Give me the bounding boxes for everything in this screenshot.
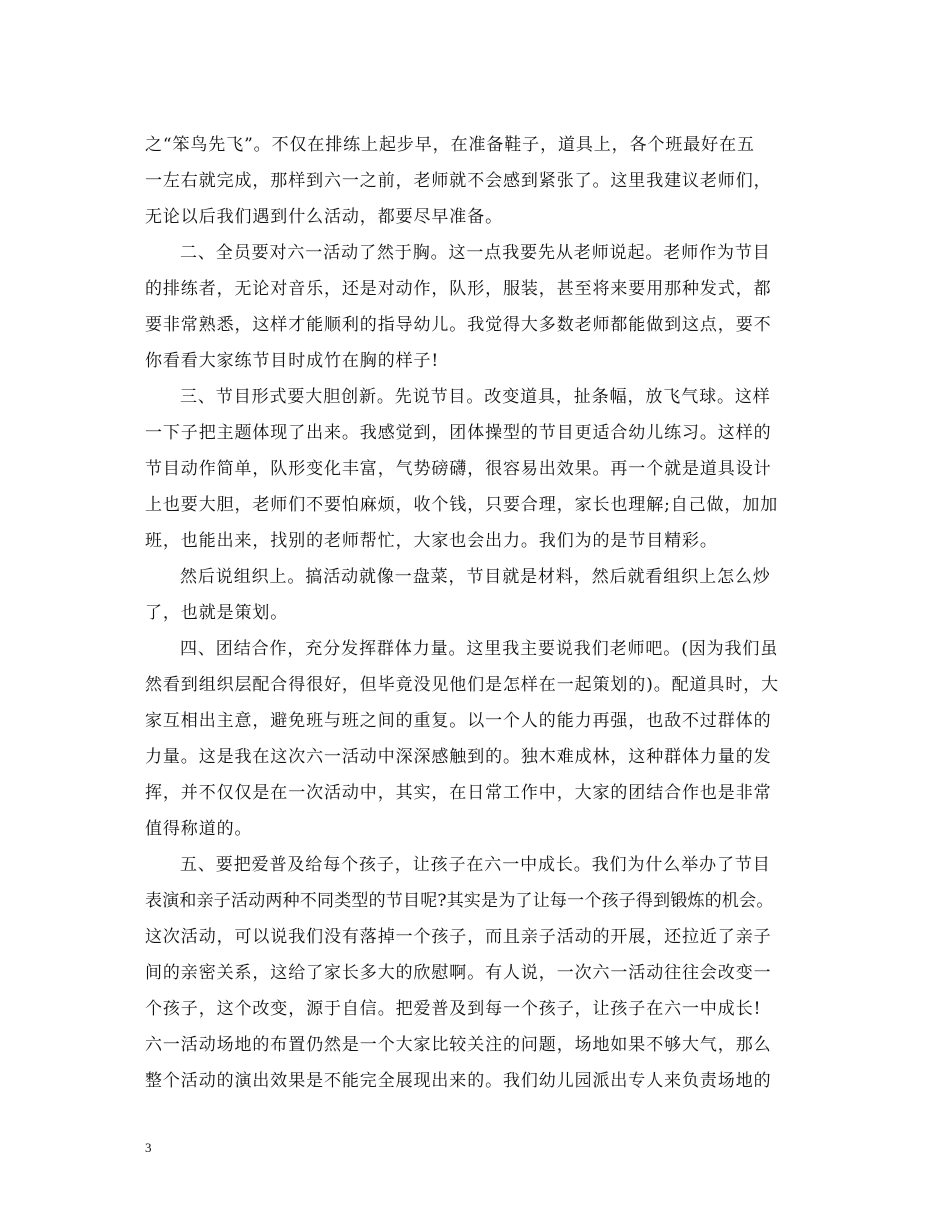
text-line: 然看到组织层配合得很好，但毕竟没见他们是怎样在一起策划的)。配道具时，大 bbox=[145, 675, 780, 695]
text-line: 表演和亲子活动两种不同类型的节目呢?其实是为了让每一个孩子得到锻炼的机会。 bbox=[145, 891, 774, 911]
paragraph-start-line: 二、全员要对六一活动了然于胸。这一点我要先从老师说起。老师作为节目 bbox=[180, 243, 771, 263]
text-line: 挥，并不仅仅是在一次活动中，其实，在日常工作中，大家的团结合作也是非常 bbox=[145, 783, 772, 803]
text-line: 整个活动的演出效果是不能完全展现出来的。我们幼儿园派出专人来负责场地的 bbox=[145, 1071, 772, 1091]
text-line: 之“笨鸟先飞”。不仅在排练上起步早，在准备鞋子，道具上，各个班最好在五 bbox=[145, 135, 755, 155]
text-line: 个孩子，这个改变，源于自信。把爱普及到每一个孩子，让孩子在六一中成长! bbox=[145, 999, 762, 1019]
text-line: 值得称道的。 bbox=[145, 819, 253, 839]
paragraph-start-line: 五、要把爱普及给每个孩子，让孩子在六一中成长。我们为什么举办了节目 bbox=[180, 855, 771, 875]
text-line: 一下子把主题体现了出来。我感觉到，团体操型的节目更适合幼儿练习。这样的 bbox=[145, 423, 772, 443]
text-line: 间的亲密关系，这给了家长多大的欣慰啊。有人说，一次六一活动往往会改变一 bbox=[145, 963, 772, 983]
text-line: 了，也就是策划。 bbox=[145, 603, 289, 623]
text-line: 的排练者，无论对音乐，还是对动作，队形，服装，甚至将来要用那种发式，都 bbox=[145, 279, 772, 299]
text-line: 要非常熟悉，这样才能顺利的指导幼儿。我觉得大多数老师都能做到这点，要不 bbox=[145, 315, 772, 335]
text-line: 上也要大胆，老师们不要怕麻烦，收个钱，只要合理，家长也理解;自己做，加加 bbox=[145, 495, 779, 515]
text-line: 力量。这是我在这次六一活动中深深感触到的。独木难成林，这种群体力量的发 bbox=[145, 747, 772, 767]
text-line: 班，也能出来，找别的老师帮忙，大家也会出力。我们为的是节目精彩。 bbox=[145, 531, 718, 551]
text-line: 节目动作简单，队形变化丰富，气势磅礴，很容易出效果。再一个就是道具设计 bbox=[145, 459, 772, 479]
page-number: 3 bbox=[145, 1140, 152, 1155]
text-line: 一左右就完成，那样到六一之前，老师就不会感到紧张了。这里我建议老师们， bbox=[145, 171, 772, 191]
text-line: 无论以后我们遇到什么活动，都要尽早准备。 bbox=[145, 207, 503, 227]
text-line: 六一活动场地的布置仍然是一个大家比较关注的问题，场地如果不够大气，那么 bbox=[145, 1035, 772, 1055]
paragraph-start-line: 然后说组织上。搞活动就像一盘菜，节目就是材料，然后就看组织上怎么炒 bbox=[180, 567, 771, 587]
paragraph-start-line: 四、团结合作，充分发挥群体力量。这里我主要说我们老师吧。(因为我们虽 bbox=[180, 639, 779, 659]
text-line: 这次活动，可以说我们没有落掉一个孩子，而且亲子活动的开展，还拉近了亲子 bbox=[145, 927, 772, 947]
paragraph-start-line: 三、节目形式要大胆创新。先说节目。改变道具，扯条幅，放飞气球。这样 bbox=[180, 387, 771, 407]
text-line: 家互相出主意，避免班与班之间的重复。以一个人的能力再强，也敌不过群体的 bbox=[145, 711, 772, 731]
text-line: 你看看大家练节目时成竹在胸的样子! bbox=[145, 351, 440, 371]
